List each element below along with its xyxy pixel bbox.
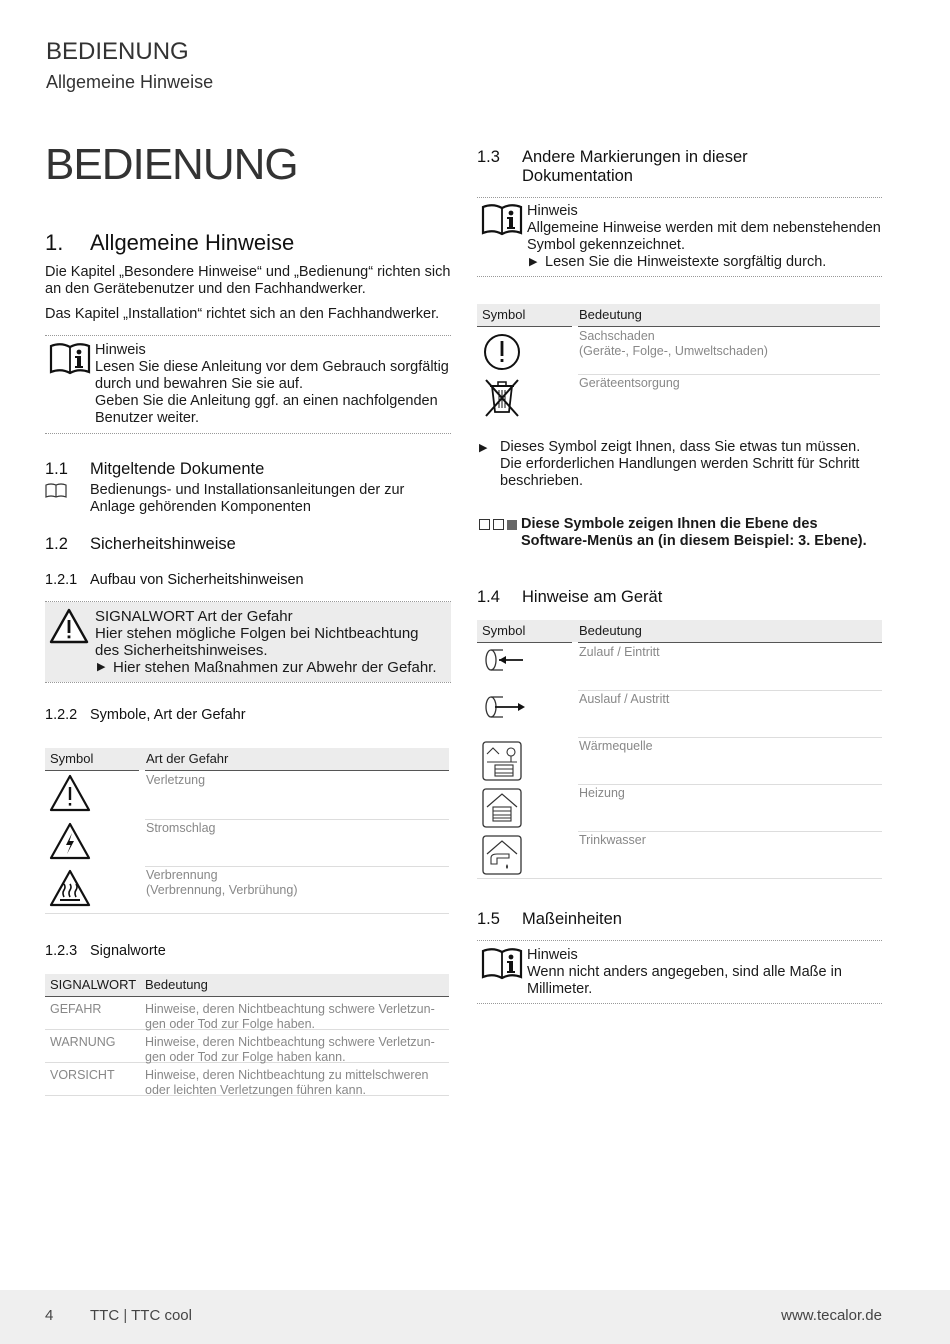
section-title-line-2: Dokumentation [522, 167, 633, 185]
note-box-units [477, 941, 882, 1003]
section-number: 1.3 [477, 148, 500, 166]
signal-words-table [45, 974, 449, 1096]
section-1-paragraph-2: Das Kapitel „Installation“ richtet sich an den Fachhandwerker. [45, 306, 440, 322]
table-row [477, 328, 880, 374]
section-title: Aufbau von Sicherheitshinweisen [90, 572, 304, 588]
menu-level-empty-icon [479, 519, 490, 530]
table-row [477, 738, 882, 784]
info-book-icon [49, 342, 91, 376]
note-action-text: Lesen Sie die Hinweistexte sorgfältig durch. [545, 254, 827, 270]
section-title: Maßeinheiten [522, 910, 622, 928]
table-row [477, 832, 882, 878]
section-title-line-1: Andere Markierungen in dieser [522, 148, 748, 166]
warning-triangle-icon [49, 774, 91, 812]
signal-word: GEFAHR [50, 1002, 102, 1016]
consequence-line: Hier stehen mögliche Folgen bei Nichtbeachtung des Sicherheitshinweises. [95, 625, 419, 659]
chapter-title: BEDIENUNG [45, 140, 298, 189]
section-1-3-heading [477, 148, 882, 186]
meaning-line-1: Hinweise, deren Nichtbeachtung schwere Verletzun- [145, 1035, 435, 1049]
note-title: Hinweis [95, 342, 146, 358]
meaning-line-1: Hinweise, deren Nichtbeachtung zu mittelschweren [145, 1068, 429, 1082]
product-name-a: TTC [90, 1307, 120, 1324]
product-name-b: TTC cool [131, 1307, 192, 1324]
column-header-signalword: SIGNALWORT [50, 977, 137, 992]
meaning-line-1: Sachschaden [579, 329, 655, 343]
action-arrow-icon: ▶ [529, 256, 538, 268]
section-number: 1.1 [45, 460, 68, 478]
section-1-4-heading [477, 588, 662, 607]
meaning-line-2: gen oder Tod zur Folge haben kann. [145, 1050, 346, 1064]
meaning-line-1: Hinweise, deren Nichtbeachtung schwere Verletzun- [145, 1002, 435, 1016]
table-row [45, 772, 449, 819]
meaning-text: Geräteentsorgung [579, 376, 680, 390]
info-book-icon [481, 203, 523, 237]
hazard-text: Stromschlag [146, 821, 216, 835]
outlet-icon [481, 693, 527, 723]
column-header-meaning: Bedeutung [145, 977, 208, 992]
electric-shock-icon [49, 822, 91, 860]
inlet-icon [481, 646, 527, 676]
hot-surface-icon [49, 869, 91, 907]
menu-level-text: Diese Symbole zeigen Ihnen die Ebene des Software-Menüs an (in diesem Beispiel: 3. Ebene). [521, 516, 867, 549]
table-row [45, 820, 449, 866]
section-1-title: Allgemeine Hinweise [90, 230, 295, 255]
measure-text: Hier stehen Maßnahmen zur Abwehr der Gefahr. [113, 659, 437, 676]
meaning-line-2: gen oder Tod zur Folge haben. [145, 1017, 316, 1031]
menu-level-filled-icon [507, 520, 517, 530]
meaning-line-2: oder leichten Verletzungen führen kann. [145, 1083, 366, 1097]
action-arrow-icon: ▶ [97, 661, 106, 673]
signal-meaning [145, 1002, 435, 1032]
section-title: Symbole, Art der Gefahr [90, 707, 246, 723]
column-header-symbol: Symbol [482, 307, 526, 322]
menu-level-explanation [477, 516, 882, 550]
note-title: Hinweis [527, 203, 578, 219]
meaning-text: Heizung [579, 786, 625, 800]
website-url[interactable]: www.tecalor.de [781, 1307, 882, 1324]
note-box-general [477, 198, 882, 276]
meaning-text: Wärmequelle [579, 739, 653, 753]
section-1-5-heading [477, 910, 622, 929]
meaning-line-2: (Geräte-, Folge-, Umweltschaden) [579, 344, 768, 358]
product-name: TTC | TTC cool [90, 1307, 192, 1324]
drinking-water-icon [481, 834, 523, 876]
note-text: Wenn nicht anders angegeben, sind alle Maße in Millimeter. [527, 964, 842, 997]
section-number: 1.2.2 [45, 707, 78, 723]
table-header [45, 748, 449, 770]
signal-word-line: SIGNALWORT Art der Gefahr [95, 608, 293, 625]
column-header-meaning: Bedeutung [579, 307, 642, 322]
hazard-text: Verletzung [146, 773, 206, 787]
action-explanation-text: Dieses Symbol zeigt Ihnen, dass Sie etwas tun müssen. Die erforderlichen Handlungen werden Schritt für Schritt beschrieben. [500, 439, 861, 489]
signal-meaning [145, 1068, 428, 1098]
section-1-number: 1. [45, 230, 64, 255]
section-number: 1.2 [45, 535, 68, 553]
exclamation-circle-icon [482, 332, 522, 372]
note-action [527, 254, 882, 271]
note-text-2: Geben Sie die Anleitung ggf. an einen nachfolgenden Benutzer weiter. [95, 393, 438, 426]
table-row [45, 1063, 449, 1095]
measure-line [95, 659, 445, 676]
section-title: Signalworte [90, 943, 166, 959]
running-header-subsection: Allgemeine Hinweise [46, 72, 214, 92]
table-header [477, 620, 882, 642]
table-row [477, 644, 882, 690]
column-header-meaning: Bedeutung [579, 623, 642, 638]
related-docs-text: Bedienungs- und Installationsanleitungen der zur Anlage gehörenden Komponenten [90, 482, 405, 515]
signal-word: WARNUNG [50, 1035, 116, 1049]
related-docs-item [45, 482, 451, 516]
section-1-paragraph-1: Die Kapitel „Besondere Hinweise“ und „Bedienung“ richten sich an den Gerätebenutzer und den Fachhandwerker. [45, 264, 451, 297]
action-symbol-explanation [477, 439, 882, 490]
heat-source-icon [481, 740, 523, 782]
left-column [45, 230, 451, 724]
warning-triangle-icon [49, 608, 89, 644]
section-number: 1.2.1 [45, 572, 78, 588]
table-row [477, 785, 882, 831]
section-1-2-1-heading [45, 572, 451, 589]
note-text: Allgemeine Hinweise werden mit dem nebenstehenden Symbol gekennzeichnet. [527, 220, 881, 253]
info-book-icon [481, 947, 523, 981]
section-number: 1.5 [477, 910, 500, 928]
note-box-usage [45, 336, 451, 433]
note-title: Hinweis [527, 947, 578, 963]
meaning-text: Auslauf / Austritt [579, 692, 670, 706]
column-header-symbol: Symbol [482, 623, 526, 638]
section-1-1-heading [45, 460, 451, 479]
heating-icon [481, 787, 523, 829]
menu-level-empty-icon [493, 519, 504, 530]
device-symbols-table [477, 620, 882, 879]
crossed-bin-icon [482, 377, 522, 419]
menu-level-icons [479, 518, 517, 535]
section-title: Mitgeltende Dokumente [90, 460, 265, 478]
hazard-symbols-table [45, 748, 449, 914]
section-number: 1.4 [477, 588, 500, 606]
section-1-2-3-heading [45, 943, 166, 960]
table-row [477, 375, 880, 423]
hazard-text [146, 868, 298, 898]
section-number: 1.2.3 [45, 943, 78, 959]
section-1-2-2-heading [45, 707, 451, 724]
note-text-1: Lesen Sie diese Anleitung vor dem Gebrauch sorgfältig durch und bewahren Sie sie auf. [95, 359, 449, 392]
running-header-section: BEDIENUNG [46, 38, 189, 65]
meaning-text [579, 329, 768, 359]
column-header-symbol: Symbol [50, 751, 94, 766]
right-column [477, 148, 882, 277]
signal-word: VORSICHT [50, 1068, 115, 1082]
signal-meaning [145, 1035, 435, 1065]
table-row [45, 997, 449, 1029]
section-title: Hinweise am Gerät [522, 588, 663, 606]
column-header-hazard: Art der Gefahr [146, 751, 229, 766]
section-1-heading [45, 230, 451, 256]
open-book-icon [45, 483, 67, 499]
section-title: Sicherheitshinweise [90, 535, 236, 553]
hazard-text-line-2: (Verbrennung, Verbrühung) [146, 883, 298, 897]
table-header [477, 304, 880, 326]
section-1-2-heading [45, 535, 451, 554]
table-row [45, 867, 449, 913]
page-number: 4 [45, 1307, 54, 1324]
units-note [477, 940, 882, 1004]
table-header [45, 974, 449, 996]
table-row [45, 1030, 449, 1062]
markings-table [477, 304, 880, 423]
meaning-text: Trinkwasser [579, 833, 646, 847]
action-arrow-icon: ▶ [479, 442, 488, 454]
safety-note-box [45, 602, 451, 682]
meaning-text: Zulauf / Eintritt [579, 645, 660, 659]
table-row [477, 691, 882, 737]
hazard-text-line-1: Verbrennung [146, 868, 218, 882]
